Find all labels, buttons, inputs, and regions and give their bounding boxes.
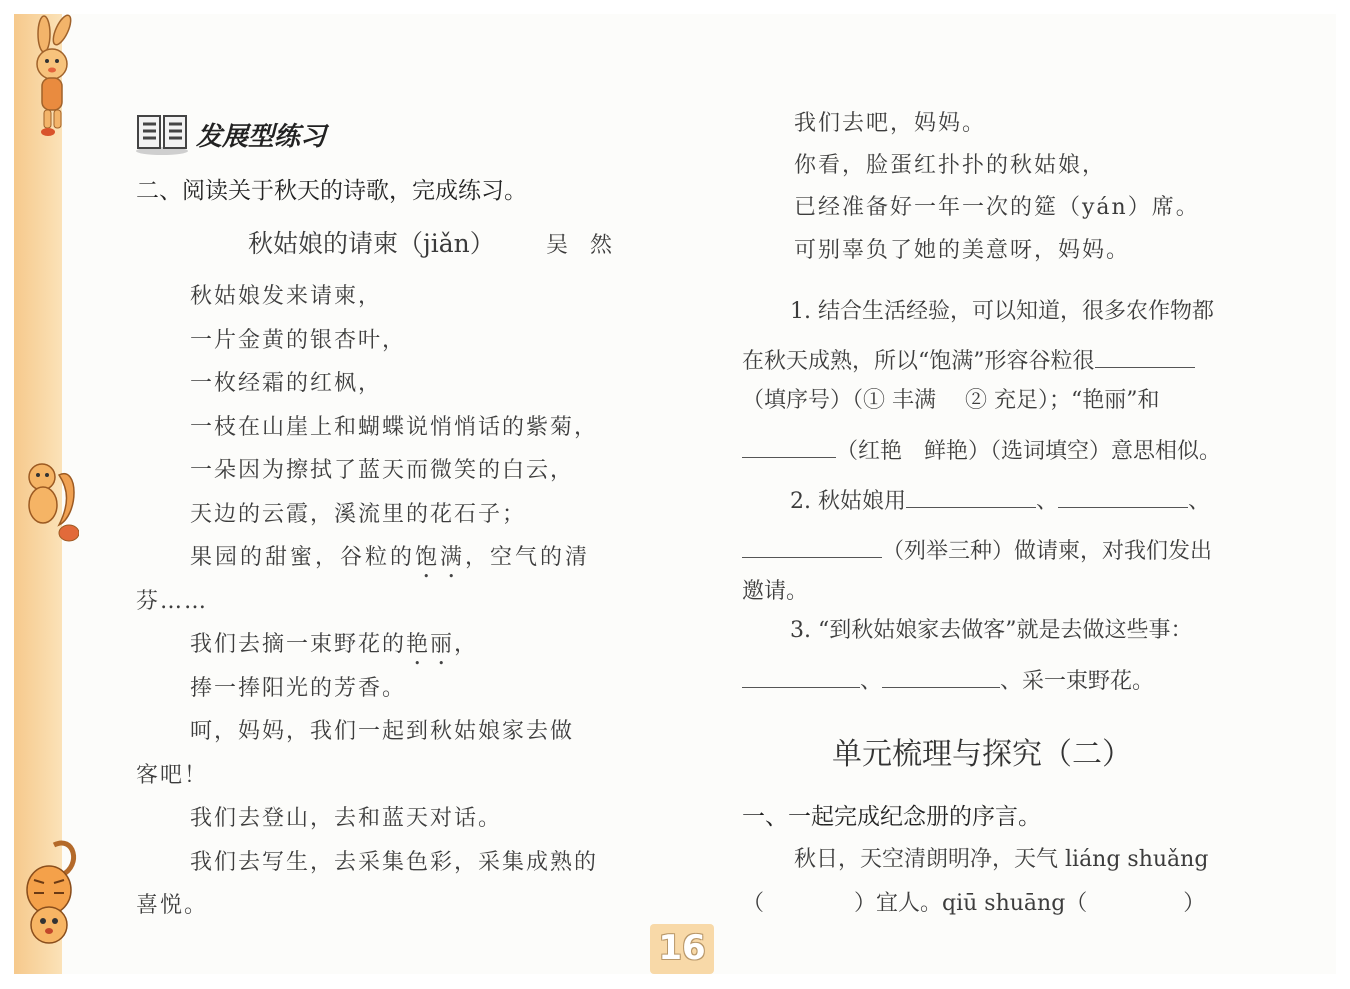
poem-author: 吴 然: [546, 233, 613, 258]
emphasized-word: 艳丽: [406, 632, 455, 657]
poem-line: 客吧！: [136, 763, 209, 788]
poem-line: 喜悦。: [136, 893, 209, 918]
separator: 、: [1188, 489, 1211, 514]
poem-line: 一枚经霜的红枫，: [190, 371, 383, 396]
question-text: 2. 秋姑娘用: [790, 489, 906, 514]
question-1-text: 1. 结合生活经验，可以知道，很多农作物都: [790, 299, 1214, 324]
question-text: 在秋天成熟，所以“饱满”形容谷粒很: [742, 349, 1095, 374]
answer-blank[interactable]: [742, 669, 860, 688]
poem-line: 我们去登山，去和蓝天对话。: [190, 806, 503, 831]
emphasized-word: 饱满: [415, 545, 466, 570]
question-2-line: [742, 534, 1212, 565]
unit-title: 单元梳理与探究（二）: [832, 737, 1132, 772]
question-1-line: [742, 344, 1195, 375]
poem-line: 一枝在山崖上和蝴蝶说悄悄话的紫菊，: [190, 415, 599, 440]
question-2-text: 邀请。: [742, 579, 809, 604]
preface-line: [742, 886, 1205, 917]
question-1-line: [742, 434, 1221, 465]
poem-line: 捧一捧阳光的芳香。: [190, 676, 407, 701]
poem-text: ，: [454, 632, 479, 657]
question-text: （红艳 鲜艳）（选词填空）意思相似。: [836, 439, 1222, 464]
poem-line: 天边的云霞，溪流里的花石子；: [190, 502, 527, 527]
poem-line: 我们去吧，妈妈。: [794, 111, 987, 136]
book-icon: [134, 112, 190, 156]
rabbit-mascot-icon: [14, 14, 84, 139]
question-1-options: （填序号）（① 丰满 ② 充足）；“艳丽”和: [742, 388, 1160, 413]
question-2-line: [790, 484, 1210, 515]
bracket-close: ）: [1183, 891, 1206, 916]
poem-line: 你看，脸蛋红扑扑的秋姑娘，: [794, 153, 1107, 178]
bracket-open: （: [742, 891, 765, 916]
poem-line: [190, 627, 478, 670]
preface-line: 秋日，天空清朗明净，天气 liáng shuǎng: [794, 847, 1209, 872]
poem-text: 果园的甜蜜，谷粒的: [190, 545, 416, 570]
poem-line: 已经准备好一年一次的筵（yán）席。: [794, 195, 1200, 220]
answer-blank[interactable]: [742, 539, 882, 558]
poem-line: 可别辜负了她的美意呀，妈妈。: [794, 238, 1131, 263]
answer-blank[interactable]: [1087, 892, 1183, 910]
poem-line: 芬……: [136, 589, 209, 614]
poem-line: 一片金黄的银杏叶，: [190, 328, 407, 353]
answer-blank[interactable]: [1095, 349, 1195, 368]
answer-blank[interactable]: [882, 669, 1000, 688]
poem-line: 秋姑娘发来请柬，: [190, 284, 383, 309]
separator: 、: [1035, 489, 1058, 514]
answer-blank[interactable]: [1058, 489, 1188, 508]
answer-blank[interactable]: [764, 892, 854, 910]
preface-task-instruction: 一、一起完成纪念册的序言。: [742, 804, 1041, 830]
poem-title: 秋姑娘的请柬（jiǎn）: [248, 229, 495, 258]
question-text: 、采一束野花。: [1000, 669, 1155, 694]
poem-line: [190, 540, 590, 583]
poem-line: 呵，妈妈，我们一起到秋姑娘家去做: [190, 719, 575, 744]
poem-text: 我们去摘一束野花的: [190, 632, 407, 657]
separator: 、: [860, 669, 883, 694]
answer-blank[interactable]: [742, 439, 836, 458]
preface-text: ）宜人。qiū shuāng（: [854, 891, 1088, 916]
question-3-text: 3. “到秋姑娘家去做客”就是去做这些事：: [790, 618, 1193, 643]
answer-blank[interactable]: [906, 489, 1036, 508]
question-text: （列举三种）做请柬，对我们发出: [882, 539, 1213, 564]
squirrel-mascot-icon: [14, 455, 79, 545]
poem-line: 我们去写生，去采集色彩，采集成熟的: [190, 850, 599, 875]
page-number: 16: [658, 928, 706, 968]
tiger-mascot-icon: [14, 835, 84, 955]
question-3-line: [742, 664, 1154, 695]
poem-line: 一朵因为擦拭了蓝天而微笑的白云，: [190, 458, 575, 483]
section-heading: 发展型练习: [196, 122, 327, 152]
poem-text: ，空气的清: [465, 545, 591, 570]
reading-task-instruction: 二、阅读关于秋天的诗歌，完成练习。: [136, 178, 527, 204]
